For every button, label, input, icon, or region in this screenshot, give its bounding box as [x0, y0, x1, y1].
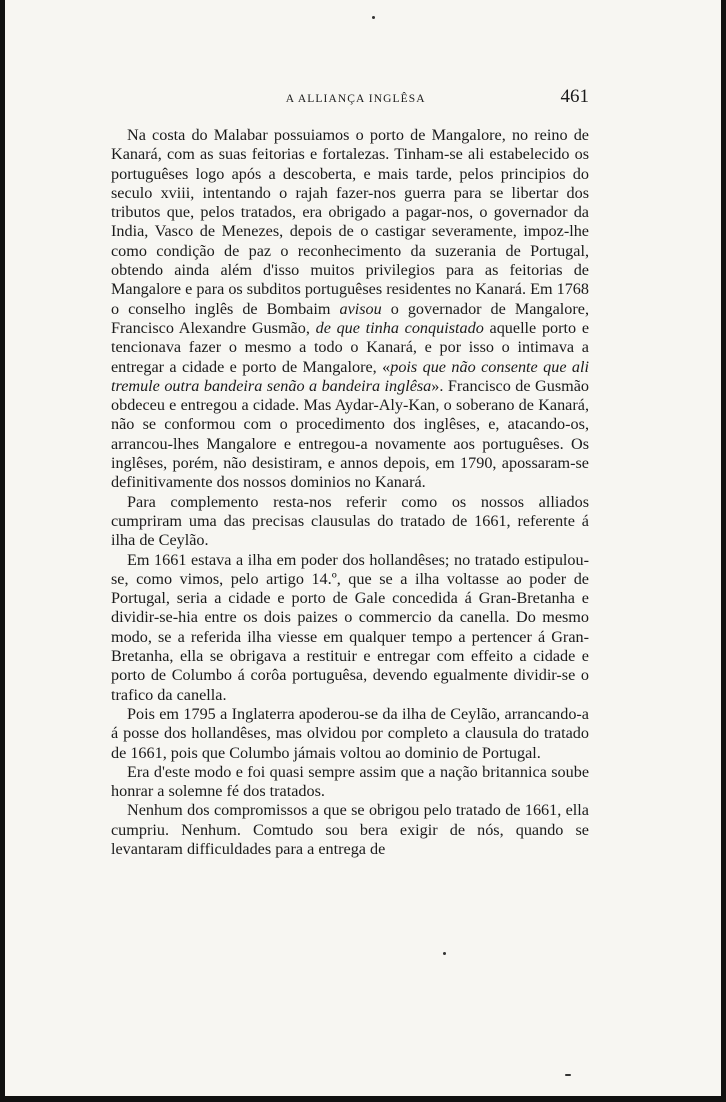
running-title: A ALLIANÇA INGLÊSA	[285, 93, 426, 105]
text-run: ». Francisco de Gusmão obdeceu e entregou a cidade. Mas Aydar-Aly-Kan, o soberano de Kanará, não se conformou com o procedimento dos inglêses, e, atacando-os, arrancou-lhes Mangalore e entregou-a novamente aos portuguêses. Os inglêses, porém, não desistiram, e annos depois, em 1790, apossaram-se definitivamente dos nossos dominios no Kanará.	[111, 376, 589, 492]
text-run: Para complemento resta-nos referir como os nossos alliados cumpriram uma das precisas clausulas do tratado de 1661, referente á ilha de Ceylão.	[111, 492, 589, 550]
italic-run: pois que não consente que ali tremule outra bandeira senão a bandeira inglêsa	[111, 357, 590, 395]
italic-run: avisou	[339, 299, 382, 318]
paragraph-ceylao-1661	[111, 551, 589, 705]
text-run: aquelle porto e tencionava fazer o mesmo a todo o Kanará, e por isso o intimava a entregar a cidade e porto de Mangalore, «	[111, 318, 590, 376]
print-speck	[443, 952, 446, 955]
text-run: Na costa do Malabar possuiamos o porto de Mangalore, no reino de Kanará, com as suas feitorias e fortalezas. Tinham-se ali estabelecido os portuguêses logo após a descoberta, e mais tarde, pelos principios do seculo xviii, intentando o rajah fazer-nos guerra para se libertar dos tributos que, pelos tratados, era obrigado a pagar-nos, o governador da India, Vasco de Menezes, depois de o castigar severamente, impoz-lhe como condição de paz o reconhecimento da suzerania de Portugal, obtendo ainda além d'isso muitos privilegios para as feitorias de Mangalore e para os subditos portuguêses residentes no Kanará. Em 1768 o conselho inglês de Bombaim	[111, 126, 589, 318]
text-run: Nenhum dos compromissos a que se obrigou pelo tratado de 1661, ella cumpriu. Nenhum. Comtudo sou bera exigir de nós, quando se levantaram difficuldades para a entrega de	[111, 801, 589, 858]
page-number: 461	[560, 86, 589, 107]
italic-run: de que tinha conquistado	[315, 318, 484, 337]
text-run: o governador de Mangalore, Francisco Alexandre Gusmão,	[111, 299, 590, 337]
paragraph-complemento	[111, 493, 589, 551]
paragraph-ceylao-1795	[111, 705, 589, 763]
body-text	[111, 126, 589, 859]
print-speck	[372, 16, 375, 19]
paragraph-compromissos	[111, 801, 589, 859]
page-header	[111, 86, 589, 108]
paragraph-mangalore	[111, 126, 589, 493]
print-speck	[565, 1074, 571, 1076]
text-run: Era d'este modo e foi quasi sempre assim que a nação britannica soube honrar a solemne fé dos tratados.	[111, 762, 589, 801]
text-run: Pois em 1795 a Inglaterra apoderou-se da ilha de Ceylão, arrancando-a á posse dos hollandêses, mas olvidou por completo a clausula do tratado de 1661, pois que Columbo jámais voltou ao dominio de Portugal.	[111, 704, 589, 762]
paragraph-fe-dos-tratados	[111, 763, 589, 802]
text-run: Em 1661 estava a ilha em poder dos hollandêses; no tratado estipulou-se, como vimos, pelo artigo 14.º, que se a ilha voltasse ao poder de Portugal, seria a cidade e porto de Gale concedida á Gran-Bretanha e dividir-se-hia entre os dois paizes o commercio da canella. Do mesmo modo, se a referida ilha viesse em qualquer tempo a pertencer á Gran-Bretanha, ella se obrigava a restituir e entregar com effeito a cidade e porto de Columbo á corôa portuguêsa, devendo egualmente dividir-se o trafico da canella.	[111, 550, 589, 704]
